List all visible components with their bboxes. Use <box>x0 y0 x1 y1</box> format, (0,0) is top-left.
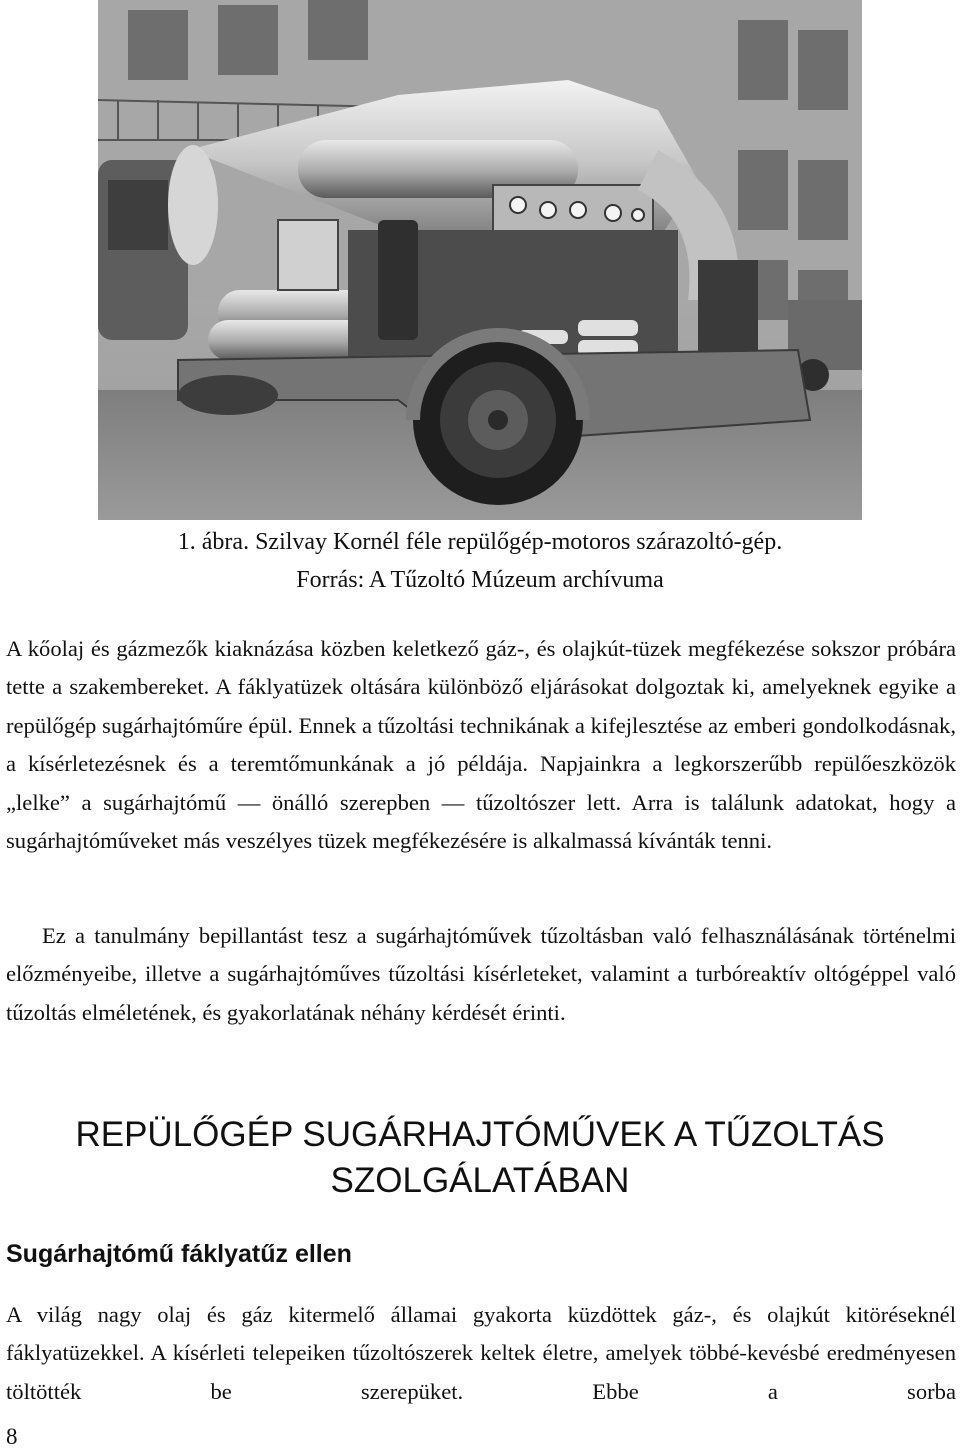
intro-paragraph-2: Ez a tanulmány bepillantást tesz a sugárhajtóművek tűzoltásban való felhasználásának történelmi előzményeibe, illetve a sugárhajtóműves tűzoltási kísérleteket, valamint a turbóreaktív oltógéppel való tűzoltás elméletének, és gyakorlatának néhány kérdését érinti. <box>6 923 956 1025</box>
figure-photo <box>98 0 862 520</box>
jet-engine-fire-truck-photo <box>98 0 862 520</box>
section-paragraph: A világ nagy olaj és gáz kitermelő államai gyakorta küzdöttek gáz-, és olajkút kitöréseknél fáklyatüzekkel. A kísérleti telepeiken tűzoltószerek keltek életre, amelyek többé-kevésbé eredményesen töltötték be szerepüket. Ebbe a sorba <box>6 1302 956 1404</box>
intro-paragraph-1: A kőolaj és gázmezők kiaknázása közben keletkező gáz-, és olajkút-tüzek megfékezése sokszor próbára tette a szakembereket. A fáklyatüzek oltására különböző eljárásokat dolgoztak ki, amelyeknek egyike a repülőgép sugárhajtóműre épül. Ennek a tűzoltási technikának a kifejlesztése az emberi gondolkodásnak, a kísérletezésnek és a teremtőmunkának a jó példája. Napjainkra a legkorszerűbb repülőeszközök „lelke” a sugárhajtómű — önálló szerepben — tűzoltószer lett. Arra is találunk adatokat, hogy a sugárhajtóműveket más veszélyes tüzek megfékezésére is alkalmassá kívánták tenni. <box>6 636 956 854</box>
section-heading: REPÜLŐGÉP SUGÁRHAJTÓMŰVEK A TŰZOLTÁS SZOLGÁLATÁBAN <box>75 1115 885 1200</box>
figure-caption: 1. ábra. Szilvay Kornél féle repülőgép-motoros szárazoltó-gép. <box>177 529 783 555</box>
figure-source: Forrás: A Tűzoltó Múzeum archívuma <box>296 567 664 593</box>
subsection-heading: Sugárhajtómű fáklyatűz ellen <box>6 1240 352 1268</box>
page-number: 8 <box>6 1424 18 1449</box>
